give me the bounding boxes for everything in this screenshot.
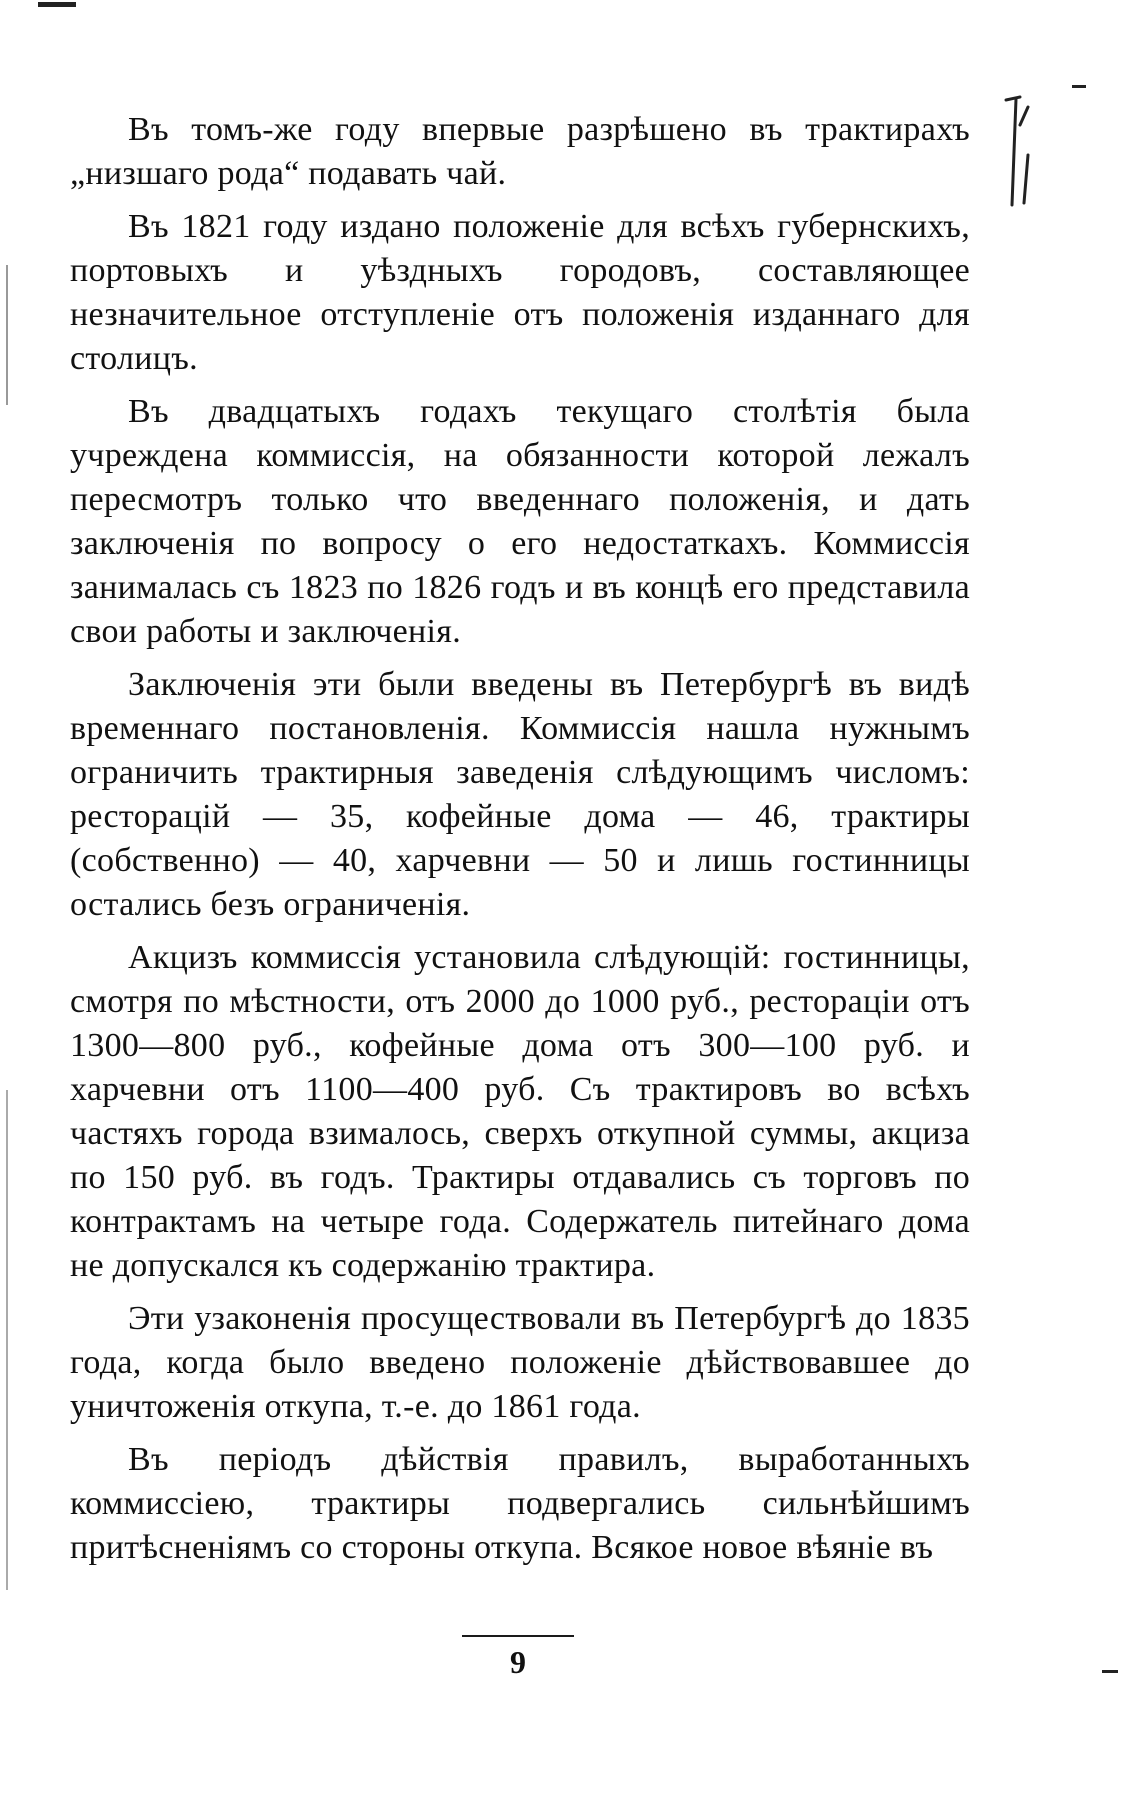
scan-mark-top [38,2,76,7]
footer-rule [462,1635,574,1637]
body-text [70,108,970,1579]
paragraph: Въ 1821 году издано положенie для всѣхъ губернскихъ, портовыхъ и уѣздныхъ городовъ, составляющее незначительное отступленie отъ положенiя изданнаго для столицъ. [70,208,970,377]
page-number: 9 [510,1644,526,1680]
paragraph: Въ перiодъ дѣйствiя правилъ, выработанныхъ коммиссiею, трактиры подвергались сильнѣйшимъ притѣсненiямъ со стороны откупа. Всякое новое вѣянie въ [70,1441,970,1566]
paragraph: Въ томъ-же году впервые разрѣшено въ трактирахъ „низшаго рода“ подавать чай. [70,111,970,192]
paragraph: Заключенiя эти были введены въ Петербургѣ въ видѣ временнаго постановленiя. Коммиссiя нашла нужнымъ ограничить трактирныя заведенiя слѣдующимъ числомъ: ресторацiй — 35, кофейные дома — 46, трактиры (собственно) — 40, харчевни — 50 и лишь гостинницы остались безъ ограниченiя. [70,666,970,923]
scan-mark-right [1072,85,1086,88]
scan-edge-line [6,265,8,405]
paragraph: Эти узаконенiя просуществовали въ Петербургѣ до 1835 года, когда было введено положенie дѣйствовавшее до уничтоженiя откупа, т.-е. до 1861 года. [70,1300,970,1425]
paragraph: Въ двадцатыхъ годахъ текущаго столѣтiя была учреждена коммиссiя, на обязанности которой лежалъ пересмотръ только что введеннаго положенiя, и дать заключенiя по вопросу о его недостаткахъ. Коммиссiя занималась съ 1823 по 1826 годъ и въ концѣ его представила свои работы и заключенiя. [70,393,970,650]
margin-pencil-mark [998,95,1038,215]
scan-mark-right-lower [1102,1670,1118,1673]
scan-edge-line-lower [6,1090,8,1590]
paragraph: Акцизъ коммиссiя установила слѣдующiй: гостинницы, смотря по мѣстности, отъ 2000 до 1000 руб., ресторацiи отъ 1300—800 руб., кофейные дома отъ 300—100 руб. и харчевни отъ 1100—400 руб. Съ трактировъ во всѣхъ частяхъ города взималось, сверхъ откупной суммы, акциза по 150 руб. въ годъ. Трактиры отдавались съ торговъ по контрактамъ на четыре года. Содержатель питейнаго дома не допускался къ содержанiю трактира. [70,939,970,1284]
